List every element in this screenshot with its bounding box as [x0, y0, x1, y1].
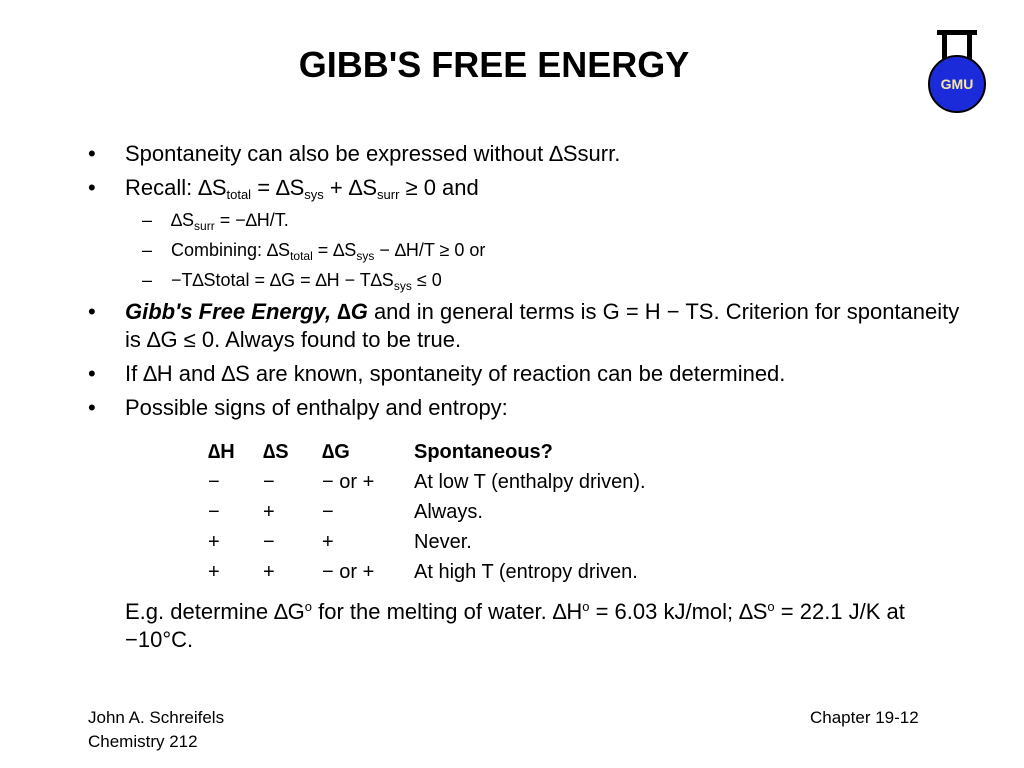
sub-bullet-combining: [88, 238, 968, 262]
bullet-marker: •: [88, 175, 96, 200]
subscript: total: [226, 187, 252, 202]
bullet-text-part: −T∆Stotal = ∆G = ∆H − T∆S: [171, 270, 394, 290]
bullet-marker: •: [88, 395, 96, 420]
sub-bullet-marker: –: [142, 240, 153, 260]
subscript: sys: [393, 279, 412, 293]
bullet-possible-signs: [88, 394, 968, 422]
cell-spontaneous: At high T (entropy driven.: [414, 561, 638, 583]
bullet-text: Possible signs of enthalpy and entropy:: [125, 395, 508, 420]
bullet-text: Spontaneity can also be expressed without ∆Ssurr.: [125, 141, 621, 166]
bullet-known-signs: [88, 360, 968, 388]
superscript: o: [767, 599, 775, 614]
bullet-text-part: ∆S: [171, 210, 195, 230]
cell-delta-s: −: [263, 471, 275, 493]
subscript: total: [290, 249, 313, 263]
cell-delta-h: −: [208, 501, 220, 523]
cell-delta-g: − or +: [322, 561, 375, 583]
cell-spontaneous: Always.: [414, 501, 483, 523]
sub-bullet-marker: –: [142, 270, 153, 290]
sub-bullet-delta-g: [88, 268, 968, 292]
bullet-gibbs-free-energy: [88, 298, 968, 354]
bullet-text-part: − ∆H/T ≥ 0 or: [374, 240, 486, 260]
bullet-text-part: + ∆S: [323, 175, 378, 200]
subscript: surr: [194, 219, 215, 233]
footer-course: Chemistry 212: [88, 732, 198, 751]
example-text-part: = 6.03 kJ/mol; ∆S: [589, 599, 768, 624]
cell-delta-g: − or +: [322, 471, 375, 493]
bullet-text-part: Recall: ∆S: [125, 175, 227, 200]
bullet-marker: •: [88, 141, 96, 166]
subscript: sys: [304, 187, 324, 202]
cell-delta-h: −: [208, 471, 220, 493]
superscript: o: [304, 599, 312, 614]
cell-delta-s: +: [263, 501, 275, 523]
cell-delta-g: +: [322, 531, 334, 553]
bullet-text-part: and in general terms is G = H − TS. Criterion for spontaneity is ∆G ≤ 0. Always found to be true.: [125, 299, 960, 352]
worked-example: [125, 598, 945, 654]
cell-delta-h: +: [208, 561, 220, 583]
bullet-text-part: = ∆S: [251, 175, 305, 200]
bullet-text-part: = −∆H/T.: [214, 210, 289, 230]
bullet-marker: •: [88, 361, 96, 386]
bullet-recall: [88, 174, 968, 202]
bullet-text-part: ≤ 0: [411, 270, 442, 290]
header-delta-g: ∆G: [322, 441, 350, 463]
cell-spontaneous: At low T (enthalpy driven).: [414, 471, 646, 493]
cell-delta-h: +: [208, 531, 220, 553]
footer-author: John A. Schreifels: [88, 708, 225, 727]
example-text-part: = 22.1 J/K at −10°C.: [125, 599, 905, 652]
header-delta-h: ∆H: [208, 441, 235, 463]
cell-delta-g: −: [322, 501, 334, 523]
bullet-text-part: = ∆S: [312, 240, 357, 260]
bullet-spontaneity-without-ssurr: [88, 140, 968, 168]
header-spontaneous: Spontaneous?: [414, 441, 553, 463]
bullet-list: [88, 140, 968, 428]
sub-bullet-ssurr: [88, 208, 968, 232]
slide-title: GIBB'S FREE ENERGY: [298, 44, 690, 85]
gmu-flask-logo: [925, 28, 993, 116]
bullet-text: If ∆H and ∆S are known, spontaneity of reaction can be determined.: [125, 361, 786, 386]
cell-spontaneous: Never.: [414, 531, 472, 553]
example-text-part: for the melting of water. ∆H: [312, 599, 583, 624]
sub-bullet-marker: –: [142, 210, 153, 230]
cell-delta-s: +: [263, 561, 275, 583]
example-text-part: E.g. determine ∆G: [125, 599, 305, 624]
bullet-marker: •: [88, 299, 96, 324]
footer-page-number: Chapter 19-12: [810, 708, 919, 727]
bullet-text-part: Combining: ∆S: [171, 240, 291, 260]
logo-text: GMU: [940, 76, 974, 92]
gibbs-term-emphasis: Gibb's Free Energy, ∆G: [125, 299, 368, 324]
subscript: surr: [377, 187, 400, 202]
header-delta-s: ∆S: [263, 441, 289, 463]
subscript: sys: [356, 249, 375, 263]
cell-delta-s: −: [263, 531, 275, 553]
footer-left: [88, 706, 224, 754]
bullet-text-part: ≥ 0 and: [399, 175, 479, 200]
superscript: o: [582, 599, 590, 614]
